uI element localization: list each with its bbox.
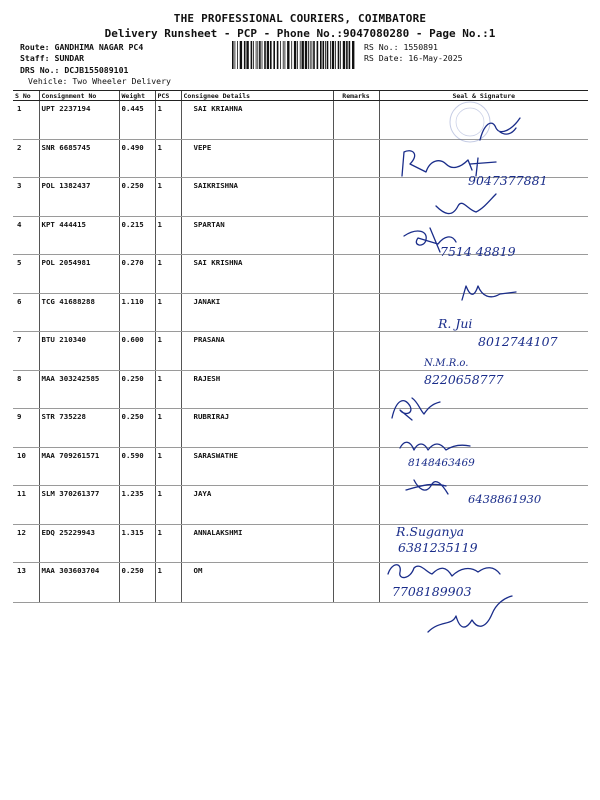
table-row — [13, 216, 588, 255]
table-row — [13, 447, 588, 486]
seal-signature-cell — [379, 255, 588, 294]
table-row — [13, 139, 588, 178]
weight-cell: 1.110 — [119, 293, 155, 332]
barcode-bar — [332, 41, 334, 69]
table-row — [13, 332, 588, 371]
table-row — [13, 486, 588, 525]
consignee-cell: RAJESH — [181, 370, 333, 409]
table-header-row — [13, 91, 588, 101]
table-row — [13, 293, 588, 332]
pcs-cell: 1 — [155, 524, 181, 563]
rs-no-value: 1550891 — [403, 42, 438, 52]
handwriting-row-6-phone: 8012744107 — [478, 334, 558, 349]
serial-number-cell: 13 — [13, 563, 39, 603]
weight-cell: 0.270 — [119, 255, 155, 294]
weight-cell: 0.600 — [119, 332, 155, 371]
barcode-bar — [300, 41, 301, 69]
table-row — [13, 255, 588, 294]
barcode-bar — [346, 41, 348, 69]
vehicle-value: Two Wheeler Delivery — [72, 76, 171, 86]
barcode-bar — [308, 41, 309, 69]
barcode-bar — [310, 41, 311, 69]
consignee-cell: RUBRIRAJ — [181, 409, 333, 448]
drs-line — [20, 65, 128, 75]
weight-cell: 0.250 — [119, 370, 155, 409]
vehicle-label: Vehicle: — [28, 76, 68, 86]
barcode-bar — [267, 41, 269, 69]
seal-signature-cell — [379, 486, 588, 525]
barcode-bar — [235, 41, 236, 69]
consignment-number-cell: POL 2054981 — [39, 255, 119, 294]
consignment-number-cell: MAA 303242585 — [39, 370, 119, 409]
document-subtitle: Delivery Runsheet - PCP - Phone No.:9047080280 - Page No.:1 — [104, 27, 496, 40]
weight-cell: 0.250 — [119, 178, 155, 217]
consignee-cell: ANNALAKSHMI — [181, 524, 333, 563]
weight-cell: 1.315 — [119, 524, 155, 563]
pcs-cell: 1 — [155, 178, 181, 217]
staff-value: SUNDAR — [54, 53, 85, 63]
consignee-cell: SPARTAN — [181, 216, 333, 255]
barcode-bar — [259, 41, 261, 69]
consignment-number-cell: KPT 444415 — [39, 216, 119, 255]
seal-signature-cell — [379, 293, 588, 332]
staff-label: Staff: — [20, 53, 50, 63]
rs-date-label: RS Date: — [364, 53, 404, 63]
seal-signature-cell — [379, 101, 588, 140]
weight-cell: 0.490 — [119, 139, 155, 178]
document-title: THE PROFESSIONAL COURIERS, COIMBATORE — [173, 12, 427, 25]
consignment-number-cell: STR 735228 — [39, 409, 119, 448]
barcode-bar — [335, 41, 336, 69]
remarks-cell — [333, 178, 379, 217]
consignee-cell: JAYA — [181, 486, 333, 525]
barcode-bar — [264, 41, 266, 69]
consignment-number-cell: MAA 709261571 — [39, 447, 119, 486]
barcode-bar — [323, 41, 325, 69]
seal-signature-cell — [379, 447, 588, 486]
barcode-bar — [270, 41, 272, 69]
consignment-number-cell: TCG 41688288 — [39, 293, 119, 332]
remarks-cell — [333, 139, 379, 178]
handwriting-row-4-phone: 7514 48819 — [440, 244, 516, 259]
serial-number-cell: 3 — [13, 178, 39, 217]
rs-no-line — [364, 42, 438, 52]
barcode-bar — [256, 41, 257, 69]
pcs-cell: 1 — [155, 409, 181, 448]
consignment-number-cell: POL 1382437 — [39, 178, 119, 217]
consignee-cell: SAIKRISHNA — [181, 178, 333, 217]
barcode-bar — [285, 41, 286, 69]
barcode-bar — [251, 41, 253, 69]
barcode-bar — [327, 41, 329, 69]
serial-number-cell: 10 — [13, 447, 39, 486]
runsheet-table — [13, 90, 588, 603]
consignment-number-cell: EDQ 25229943 — [39, 524, 119, 563]
rs-date-line — [364, 53, 463, 63]
barcode-bar — [340, 41, 341, 69]
serial-number-cell: 9 — [13, 409, 39, 448]
barcode-bar — [320, 41, 322, 69]
route-value: GANDHIMA NAGAR PC4 — [54, 42, 144, 52]
barcode-bar — [317, 41, 319, 69]
column-header: PCS — [155, 91, 181, 101]
remarks-cell — [333, 293, 379, 332]
barcode-bar — [352, 41, 354, 69]
consignment-number-cell: SLM 370261377 — [39, 486, 119, 525]
handwriting-row-7-name: N.M.R.o. — [424, 358, 469, 369]
handwriting-row-12-phone: 7708189903 — [392, 584, 472, 599]
pcs-cell: 1 — [155, 332, 181, 371]
barcode-bar — [280, 41, 281, 69]
barcode-bar — [343, 41, 345, 69]
pcs-cell: 1 — [155, 293, 181, 332]
barcode-bar — [302, 41, 304, 69]
table-row — [13, 101, 588, 140]
pcs-cell: 1 — [155, 447, 181, 486]
handwriting-row-2-phone: 9047377881 — [468, 173, 548, 188]
column-header: Consignee Details — [181, 91, 333, 101]
seal-signature-cell — [379, 178, 588, 217]
barcode-bar — [273, 41, 275, 69]
pcs-cell: 1 — [155, 563, 181, 603]
serial-number-cell: 7 — [13, 332, 39, 371]
weight-cell: 1.235 — [119, 486, 155, 525]
remarks-cell — [333, 370, 379, 409]
serial-number-cell: 1 — [13, 101, 39, 140]
pcs-cell: 1 — [155, 486, 181, 525]
serial-number-cell: 5 — [13, 255, 39, 294]
table-row — [13, 409, 588, 448]
weight-cell: 0.590 — [119, 447, 155, 486]
barcode-bar — [246, 41, 248, 69]
seal-signature-cell — [379, 370, 588, 409]
barcode-bar — [253, 41, 254, 69]
barcode-bar — [325, 41, 326, 69]
column-header: Remarks — [333, 91, 379, 101]
seal-signature-cell — [379, 563, 588, 603]
remarks-cell — [333, 255, 379, 294]
seal-signature-cell — [379, 524, 588, 563]
route-label: Route: — [20, 42, 50, 52]
remarks-cell — [333, 216, 379, 255]
consignment-number-cell: BTU 210340 — [39, 332, 119, 371]
barcode-bar — [237, 41, 238, 69]
consignee-cell: SAI KRIAHNA — [181, 101, 333, 140]
drs-value: DCJB155089101 — [64, 65, 129, 75]
barcode-bar — [244, 41, 246, 69]
pcs-cell: 1 — [155, 101, 181, 140]
vehicle-line — [28, 76, 171, 86]
seal-signature-cell — [379, 332, 588, 371]
handwriting-row-7-phone: 8220658777 — [424, 372, 504, 387]
consignment-number-cell: SNR 6685745 — [39, 139, 119, 178]
pcs-cell: 1 — [155, 216, 181, 255]
table-row — [13, 563, 588, 603]
remarks-cell — [333, 101, 379, 140]
weight-cell: 0.445 — [119, 101, 155, 140]
remarks-cell — [333, 486, 379, 525]
handwriting-row-10-phone: 6438861930 — [468, 492, 542, 506]
rs-no-label: RS No.: — [364, 42, 399, 52]
column-header: Seal & Signature — [379, 91, 588, 101]
drs-label: DRS No.: — [20, 65, 60, 75]
remarks-cell — [333, 563, 379, 603]
pcs-cell: 1 — [155, 139, 181, 178]
pcs-cell: 1 — [155, 370, 181, 409]
column-header: Consignment No — [39, 91, 119, 101]
barcode-bar — [262, 41, 263, 69]
barcode-bar — [305, 41, 307, 69]
barcode-bar — [287, 41, 289, 69]
serial-number-cell: 8 — [13, 370, 39, 409]
handwriting-row-6-name: R. Jui — [438, 316, 473, 331]
barcode-bar — [338, 41, 340, 69]
consignment-number-cell: UPT 2237194 — [39, 101, 119, 140]
remarks-cell — [333, 332, 379, 371]
serial-number-cell: 4 — [13, 216, 39, 255]
weight-cell: 0.215 — [119, 216, 155, 255]
handwriting-row-11-phone: 6381235119 — [398, 540, 478, 555]
barcode-bar — [283, 41, 284, 69]
barcode-bar — [232, 41, 234, 69]
serial-number-cell: 12 — [13, 524, 39, 563]
barcode-bar — [312, 41, 313, 69]
remarks-cell — [333, 524, 379, 563]
barcode-bar — [240, 41, 242, 69]
barcode-bar — [349, 41, 351, 69]
pcs-cell: 1 — [155, 255, 181, 294]
remarks-cell — [333, 447, 379, 486]
serial-number-cell: 6 — [13, 293, 39, 332]
remarks-cell — [333, 409, 379, 448]
barcode-bar — [257, 41, 258, 69]
table-row — [13, 524, 588, 563]
seal-signature-cell — [379, 409, 588, 448]
route-line — [20, 42, 143, 52]
staff-line — [20, 53, 84, 63]
column-header: S No — [13, 91, 39, 101]
serial-number-cell: 2 — [13, 139, 39, 178]
consignee-cell: VEPE — [181, 139, 333, 178]
barcode-bar — [297, 41, 298, 69]
table-row — [13, 370, 588, 409]
column-header: Weight — [119, 91, 155, 101]
barcode-bar — [330, 41, 331, 69]
consignee-cell: PRASANA — [181, 332, 333, 371]
barcode-bar — [294, 41, 296, 69]
barcode — [232, 41, 358, 69]
consignee-cell: SAI KRISHNA — [181, 255, 333, 294]
rs-date-value: 16-May-2025 — [408, 53, 463, 63]
barcode-bar — [291, 41, 292, 69]
consignee-cell: JANAKI — [181, 293, 333, 332]
consignee-cell: SARASWATHE — [181, 447, 333, 486]
handwriting-row-9-phone: 8148463469 — [408, 457, 475, 469]
seal-signature-cell — [379, 139, 588, 178]
weight-cell: 0.250 — [119, 409, 155, 448]
serial-number-cell: 11 — [13, 486, 39, 525]
weight-cell: 0.250 — [119, 563, 155, 603]
seal-signature-cell — [379, 216, 588, 255]
consignee-cell: OM — [181, 563, 333, 603]
barcode-bar — [313, 41, 315, 69]
consignment-number-cell: MAA 303603704 — [39, 563, 119, 603]
handwriting-row-11-name: R.Suganya — [396, 524, 465, 539]
table-row — [13, 178, 588, 217]
barcode-bar — [277, 41, 279, 69]
